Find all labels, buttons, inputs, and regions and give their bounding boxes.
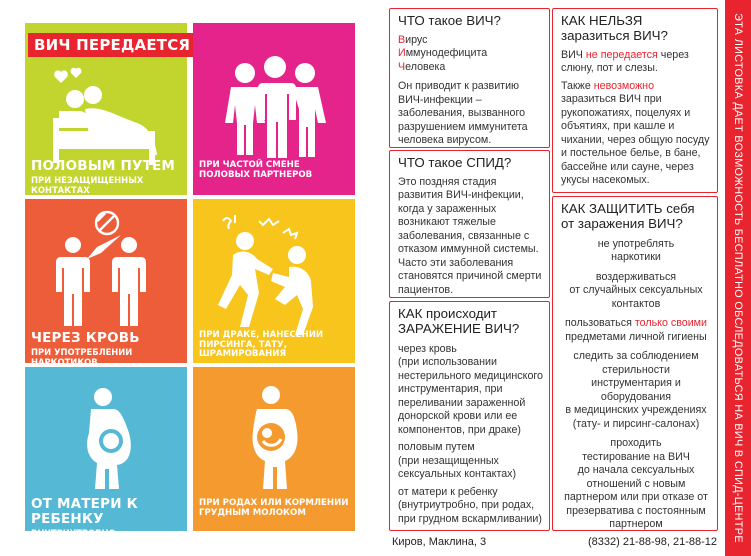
box-title: КАК НЕЛЬЗЯ заразиться ВИЧ? [561,13,668,43]
protect-r3b: только своими [634,317,707,330]
cannot-p2a: Также [561,79,594,92]
how-s2: половым путем [398,441,475,454]
aids-p1: Это поздняя стадия развития ВИЧ-инфекции, когда у зараженных возникают тяжелые заболевания, связанные с отказом иммунной системы. [398,175,539,256]
hiv-letter-ch: Ч [398,60,406,73]
box-what-is-hiv [389,8,550,148]
vertical-banner [725,0,751,556]
banner-title: ВИЧ ПЕРЕДАЕТСЯ [28,33,196,57]
protect-r1b: наркотики [611,251,661,264]
tile-subtitle: ПРИ УПОТРЕБЛЕНИИ НАРКОТИКОВ [31,347,133,367]
hiv-p2: ВИЧ-инфекции – [398,93,482,106]
tile-subtitle: ПРИ ДРАКЕ, НАНЕСЕНИИ ПИРСИНГА, ТАТУ, ШРАМИРОВАНИЯ [199,330,324,360]
cannot-p1b: не передается [585,48,658,61]
left-panel [0,0,375,556]
footer-address: Киров, Маклина, 3 [392,536,487,548]
how-t2: (при незащищенных сексуальных контактах) [398,454,517,481]
tile-title: ПОЛОВЫМ ПУТЕМ [31,158,176,174]
vertical-banner-text: ЭТА ЛИСТОВКА ДАЕТ ВОЗМОЖНОСТЬ БЕСПЛАТНО ОБСЛЕДОВАТЬСЯ НА ВИЧ В СПИД-ЦЕНТРЕ [732,13,744,543]
box-title: ЧТО такое ВИЧ? [398,13,501,28]
tile-blood [25,199,187,367]
tile-subtitle: ПРИ РОДАХ ИЛИ КОРМЛЕНИИ ГРУДНЫМ МОЛОКОМ [199,498,349,518]
cannot-p2b: невозможно [593,79,655,92]
hiv-p3: заболевания, вызванного разрушением иммунитета человека вирусом. [398,107,528,147]
protect-r5a: проходить [610,437,662,450]
tile-title: ЧЕРЕЗ КРОВЬ [31,330,140,346]
footer-phones: (8332) 21-88-98, 21-88-12 [587,536,717,548]
protect-r5c: до начала сексуальных отношений с новым партнером или при отказе от презерватива с постоянным партнером [564,464,708,530]
hiv-letter-v: В [398,33,406,46]
cannot-p1a: ВИЧ [561,48,586,61]
hiv-letter-i: И [398,47,406,60]
hiv-word-immuno: ммунодефицита [405,47,488,60]
box-protect [552,196,718,531]
box-title: КАК происходит ЗАРАЖЕНИЕ ВИЧ? [398,306,520,336]
hiv-p1: Он приводит к развитию [398,80,520,93]
tile-birth [193,367,355,531]
tile-subtitle: ВНУТРИУТРОБНО [31,528,116,539]
protect-r3c: предметами личной гигиены [565,330,707,343]
tile-subtitle: ПРИ НЕЗАЩИЩЕННЫХ КОНТАКТАХ [31,175,144,195]
protect-r5b: тестирование на ВИЧ [582,450,690,463]
cannot-p1c: через слюну, пот и слезы. [561,48,689,75]
hiv-word-virus: ирус [405,33,428,46]
box-title: КАК ЗАЩИТИТЬ себя от заражения ВИЧ? [561,201,695,231]
box-what-is-aids [389,150,550,298]
tile-mother [25,367,187,539]
protect-r1a: не употреблять [597,237,675,250]
how-s3: от матери к ребенку [398,485,498,498]
aids-p2: Часто эти заболевания становятся причиной смерти пациентов. [398,256,542,296]
box-cannot-infect [552,8,718,193]
cannot-p2c: заразиться ВИЧ при рукопожатиях, поцелуях и объятиях, при кашле и чихании, через общую посуду и постельное белье, в бане, бассейне или сауне, через укусы насекомых. [561,93,710,187]
protect-r2a: воздерживаться [595,270,677,283]
tile-partners [193,23,355,195]
how-t1: (при использовании нестерильного медицинского инструментария, при переливании зараженной донорской крови или ее компонентов, при драке) [398,356,543,436]
tile-subtitle: ПРИ ЧАСТОЙ СМЕНЕ ПОЛОВЫХ ПАРТНЕРОВ [199,160,313,180]
tile-fight [193,199,355,363]
protect-r2b: от случайных сексуальных контактов [569,284,703,310]
box-how-infection [389,301,550,531]
protect-r4a: следить за соблюдением [573,350,699,363]
box-title: ЧТО такое СПИД? [398,155,512,170]
tile-title: ОТ МАТЕРИ К РЕБЕНКУ [31,496,138,528]
how-s1: через кровь [398,342,457,355]
protect-r4c: в медицинских учреждениях (тату- и пирсинг-салонах) [565,404,707,430]
hiv-word-human: еловека [405,60,446,73]
how-t3: (внутриутробно, при родах, при грудном вскармливании) [398,499,542,525]
protect-r3a: пользоваться [565,317,635,330]
protect-r4b: стерильности инструментария и оборудования [591,363,681,403]
